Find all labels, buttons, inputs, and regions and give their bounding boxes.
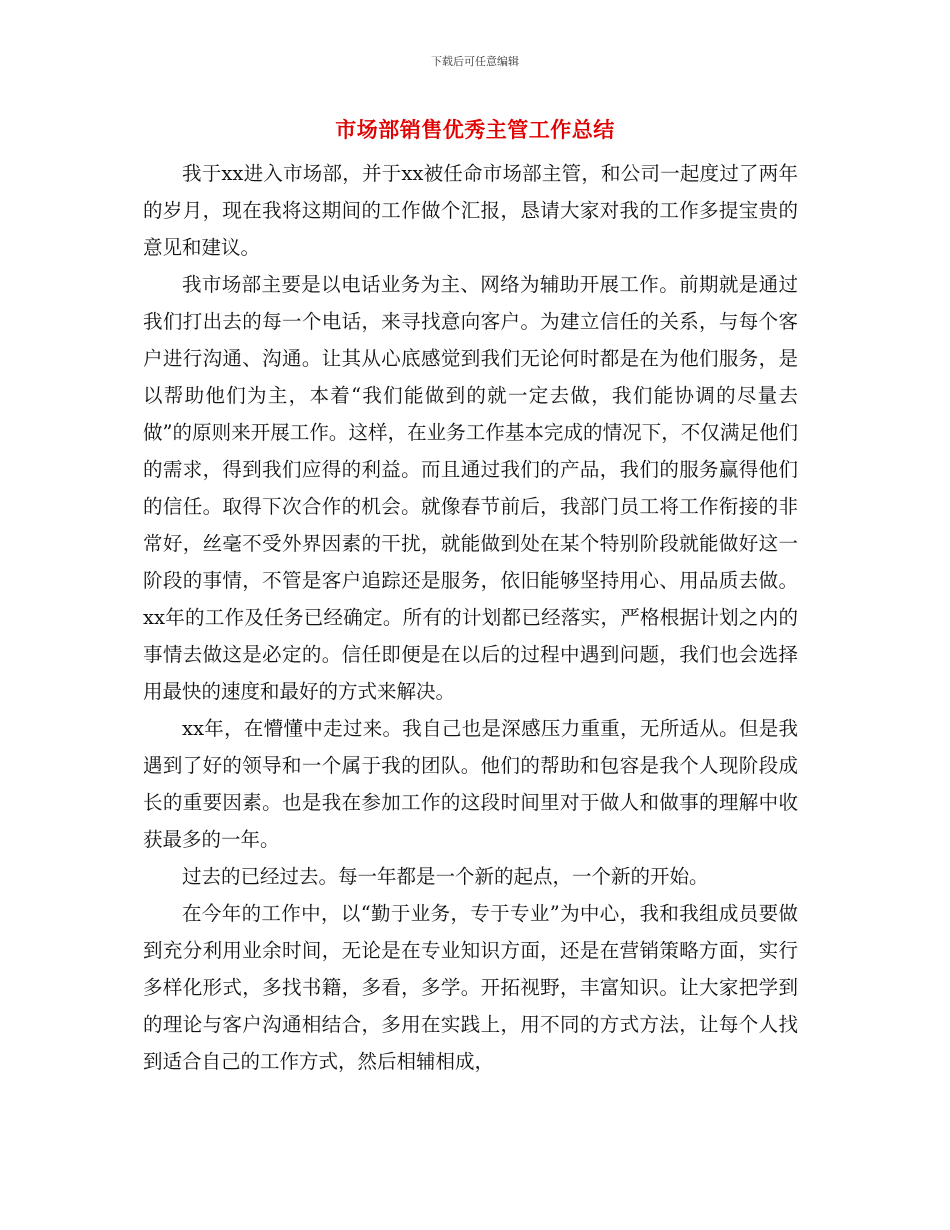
document-body: [143, 155, 798, 1080]
paragraph-4: 过去的已经过去。每一年都是一个新的起点，一个新的开始。: [182, 865, 709, 888]
paragraph-3: xx年，在懵懂中走过来。我自己也是深感压力重重，无所适从。但是我遇到了好的领导和一个属于我的团队。他们的帮助和包容是我个人现阶段成长的重要因素。也是我在参加工作的这段时间里对于做人和做事的理解中收获最多的一年。: [143, 717, 798, 851]
paragraph-5: 在今年的工作中，以“勤于业务，专于专业”为中心，我和我组成员要做到充分利用业余时间，无论是在专业知识方面，还是在营销策略方面，实行多样化形式，多找书籍，多看，多学。开拓视野，丰富知识。让大家把学到的理论与客户沟通相结合，多用在实践上，用不同的方式方法，让每个人找到适合自己的工作方式，然后相辅相成，: [143, 902, 798, 1073]
download-note: 下载后可任意编辑: [431, 55, 519, 68]
document-title: 市场部销售优秀主管工作总结: [335, 118, 615, 142]
paragraph-1: 我于xx进入市场部，并于xx被任命市场部主管，和公司一起度过了两年的岁月，现在我将这期间的工作做个汇报，恳请大家对我的工作多提宝贵的意见和建议。: [143, 162, 798, 259]
paragraph-2: 我市场部主要是以电话业务为主、网络为辅助开展工作。前期就是通过我们打出去的每一个电话，来寻找意向客户。为建立信任的关系，与每个客户进行沟通、沟通。让其从心底感觉到我们无论何时都是在为他们服务，是以帮助他们为主，本着“我们能做到的就一定去做，我们能协调的尽量去做”的原则来开展工作。这样，在业务工作基本完成的情况下，不仅满足他们的需求，得到我们应得的利益。而且通过我们的产品，我们的服务赢得他们的信任。取得下次合作的机会。就像春节前后，我部门员工将工作衔接的非常好，丝毫不受外界因素的干扰，就能做到处在某个特别阶段就能做好这一阶段的事情，不管是客户追踪还是服务，依旧能够坚持用心、用品质去做。xx年的工作及任务已经确定。所有的计划都已经落实，严格根据计划之内的事情去做这是必定的。信任即便是在以后的过程中遇到问题，我们也会选择用最快的速度和最好的方式来解决。: [143, 273, 798, 703]
